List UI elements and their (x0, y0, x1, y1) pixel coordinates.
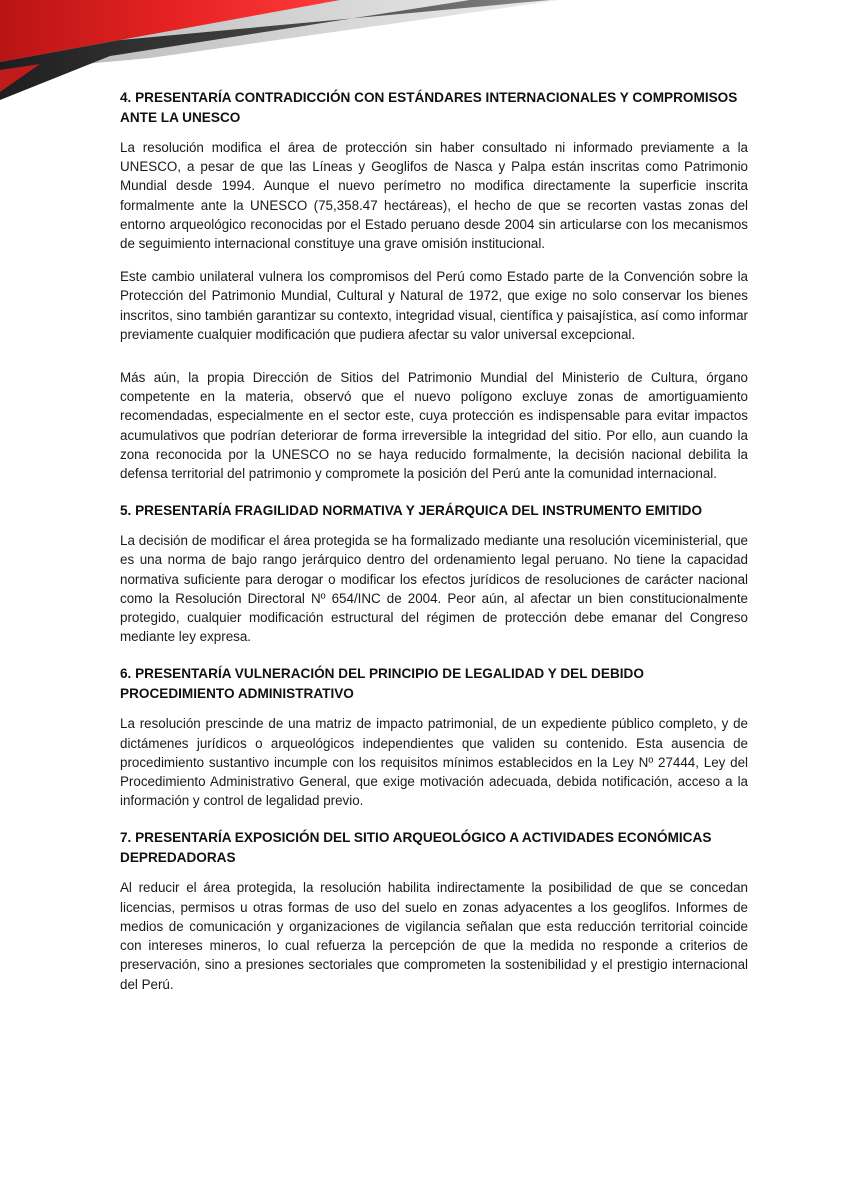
document-body (120, 88, 748, 1008)
paragraph: Este cambio unilateral vulnera los compromisos del Perú como Estado parte de la Convención sobre la Protección del Patrimonio Mundial, Cultural y Natural de 1972, que exige no solo conservar los bienes inscritos, sino también garantizar su contexto, integridad visual, científica y paisajística, así como informar previamente cualquier modificación que pudiera afectar su valor universal excepcional. (120, 269, 748, 342)
section-7 (120, 828, 748, 993)
paragraph: La resolución prescinde de una matriz de impacto patrimonial, de un expediente público completo, y de dictámenes jurídicos o arqueológicos independientes que validen su contenido. Esta ausencia de procedimiento sustantivo incumple con los requisitos mínimos establecidos en la Ley Nº 27444, Ley del Procedimiento Administrativo General, que exige motivación adecuada, debida notificación, acceso a la información y control de legalidad previo. (120, 716, 748, 809)
paragraph: Al reducir el área protegida, la resolución habilita indirectamente la posibilidad de que se concedan licencias, permisos u otras formas de uso del suelo en zonas adyacentes a los geoglifos. Informes de medios de comunicación y organizaciones de vigilancia señalan que esta reducción territorial coincide con intereses mineros, lo cual refuerza la percepción de que la medida no responde a criterios de preservación, sino a presiones sectoriales que comprometen la sostenibilidad y el prestigio internacional del Perú. (120, 880, 748, 992)
paragraph: La resolución modifica el área de protección sin haber consultado ni informado previamente a la UNESCO, a pesar de que las Líneas y Geoglifos de Nasca y Palpa están inscritas como Patrimonio Mundial desde 1994. Aunque el nuevo perímetro no modifica directamente la superficie inscrita formalmente ante la UNESCO (75,358.47 hectáreas), el hecho de que se recorten vastas zonas del entorno arqueológico reconocidas por el Estado peruano desde 2004 sin articularse con los mecanismos de seguimiento internacional constituye una grave omisión institucional. (120, 140, 748, 252)
paragraph: La decisión de modificar el área protegida se ha formalizado mediante una resolución viceministerial, que es una norma de bajo rango jerárquico dentro del ordenamiento legal peruano. No tiene la capacidad normativa suficiente para derogar o modificar los efectos jurídicos de resoluciones de carácter nacional como la Resolución Directoral Nº 654/INC de 2004. Peor aún, al afectar un bien constitucionalmente protegido, cualquier modificación estructural del régimen de protección debe emanar del Congreso mediante ley expresa. (120, 533, 748, 645)
section-5 (120, 501, 748, 646)
paragraph: Más aún, la propia Dirección de Sitios del Patrimonio Mundial del Ministerio de Cultura, órgano competente en la materia, observó que el nuevo polígono excluye zonas de amortiguamiento recomendadas, especialmente en el sector este, cuya protección es indispensable para evitar impactos acumulativos que podrían deteriorar de forma irreversible la integridad del sitio. Por ello, aun cuando la zona reconocida por la UNESCO no se haya reducido formalmente, la decisión nacional debilita la defensa territorial del patrimonio y compromete la posición del Perú ante la comunidad internacional. (120, 370, 748, 482)
section-6 (120, 664, 748, 810)
section-4 (120, 88, 748, 483)
section-heading: 6. PRESENTARÍA VULNERACIÓN DEL PRINCIPIO DE LEGALIDAD Y DEL DEBIDO PROCEDIMIENTO ADMINISTRATIVO (120, 666, 644, 702)
section-heading: 5. PRESENTARÍA FRAGILIDAD NORMATIVA Y JERÁRQUICA DEL INSTRUMENTO EMITIDO (120, 503, 703, 519)
section-heading: 7. PRESENTARÍA EXPOSICIÓN DEL SITIO ARQUEOLÓGICO A ACTIVIDADES ECONÓMICAS DEPREDADORAS (120, 830, 712, 866)
section-heading: 4. PRESENTARÍA CONTRADICCIÓN CON ESTÁNDARES INTERNACIONALES Y COMPROMISOS ANTE LA UNESCO (120, 90, 738, 125)
